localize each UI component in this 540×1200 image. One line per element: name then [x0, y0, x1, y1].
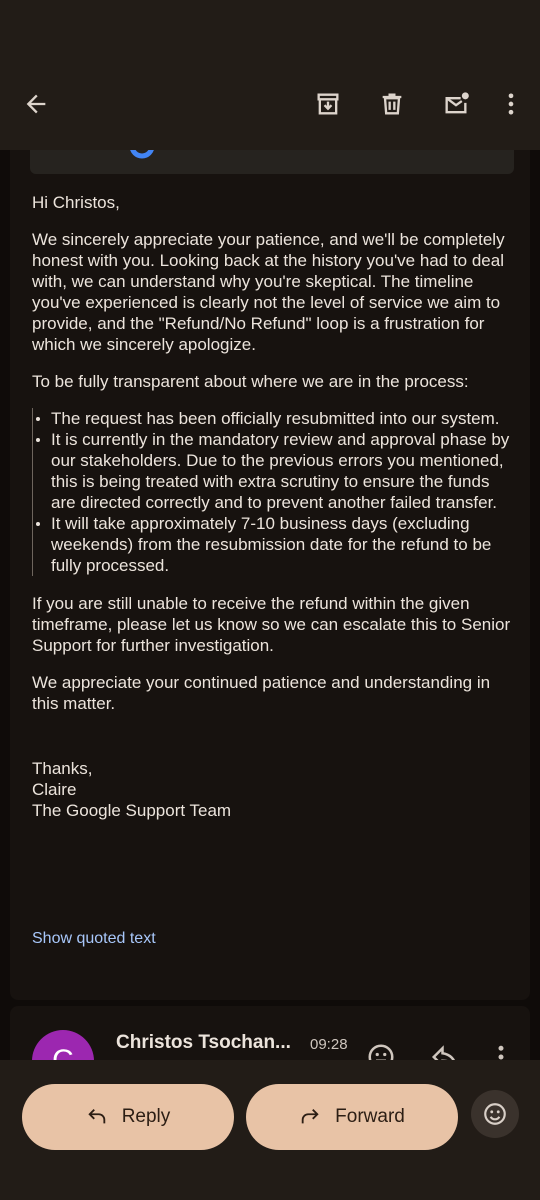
paragraph: To be fully transparent about where we are in the process: — [32, 372, 469, 391]
signature — [32, 758, 512, 821]
emoji-icon — [482, 1101, 508, 1127]
message-time: 09:28 — [310, 1036, 348, 1053]
reply-icon — [86, 1106, 108, 1128]
trash-icon — [378, 90, 406, 118]
archive-icon — [314, 90, 342, 118]
back-arrow-icon — [22, 90, 50, 118]
greeting: Hi Christos, — [32, 193, 120, 212]
emoji-button[interactable] — [471, 1090, 519, 1138]
logo-fragment-icon — [130, 150, 156, 160]
paragraph: We sincerely appreciate your patience, and we'll be completely honest with you. Looking back at the history you've had to deal with, we can understand why you're skeptical. The timeline you've experienced is clearly not the level of service we aim to provide, and the "Refund/No Refund" loop is a frustration for which we sincerely apologize. — [32, 230, 505, 354]
delete-button[interactable] — [368, 80, 416, 128]
reply-label: Reply — [121, 1106, 171, 1127]
status-bar — [0, 0, 540, 60]
list-item: It is currently in the mandatory review and approval phase by our stakeholders. Due to the previous errors you mentioned, this is being treated with extra scrutiny to ensure the funds are directed correctly and to prevent another failed transfer. — [51, 429, 512, 513]
show-quoted-text-link[interactable]: Show quoted text — [32, 930, 156, 947]
paragraph: We appreciate your continued patience and understanding in this matter. — [32, 673, 491, 713]
signature-line: Claire — [32, 780, 77, 799]
more-vert-icon — [497, 90, 525, 118]
list-item: It will take approximately 7-10 business days (excluding weekends) from the resubmission date for the refund to be fully processed. — [51, 513, 512, 576]
forward-label: Forward — [335, 1106, 405, 1127]
forward-icon — [299, 1106, 321, 1128]
list-item: The request has been officially resubmitted into our system. — [51, 408, 512, 429]
top-toolbar — [0, 60, 540, 150]
email-body — [32, 192, 512, 821]
reply-button[interactable] — [22, 1084, 234, 1150]
paragraph: If you are still unable to receive the refund within the given timeframe, please let us know so we can escalate this to Senior Support for further investigation. — [32, 594, 511, 655]
message-card — [10, 150, 530, 1000]
mark-unread-icon — [442, 90, 470, 118]
bullet-list — [32, 408, 512, 576]
forward-button[interactable] — [246, 1084, 458, 1150]
signature-line: Thanks, — [32, 759, 93, 778]
signature-line: The Google Support Team — [32, 801, 232, 820]
archive-button[interactable] — [304, 80, 352, 128]
bottom-action-bar — [0, 1060, 540, 1200]
back-button[interactable] — [12, 80, 60, 128]
embedded-image-strip — [30, 150, 514, 174]
more-options-button[interactable] — [487, 80, 535, 128]
sender-name: Christos Tsochan... — [116, 1032, 291, 1053]
mark-unread-button[interactable] — [432, 80, 480, 128]
